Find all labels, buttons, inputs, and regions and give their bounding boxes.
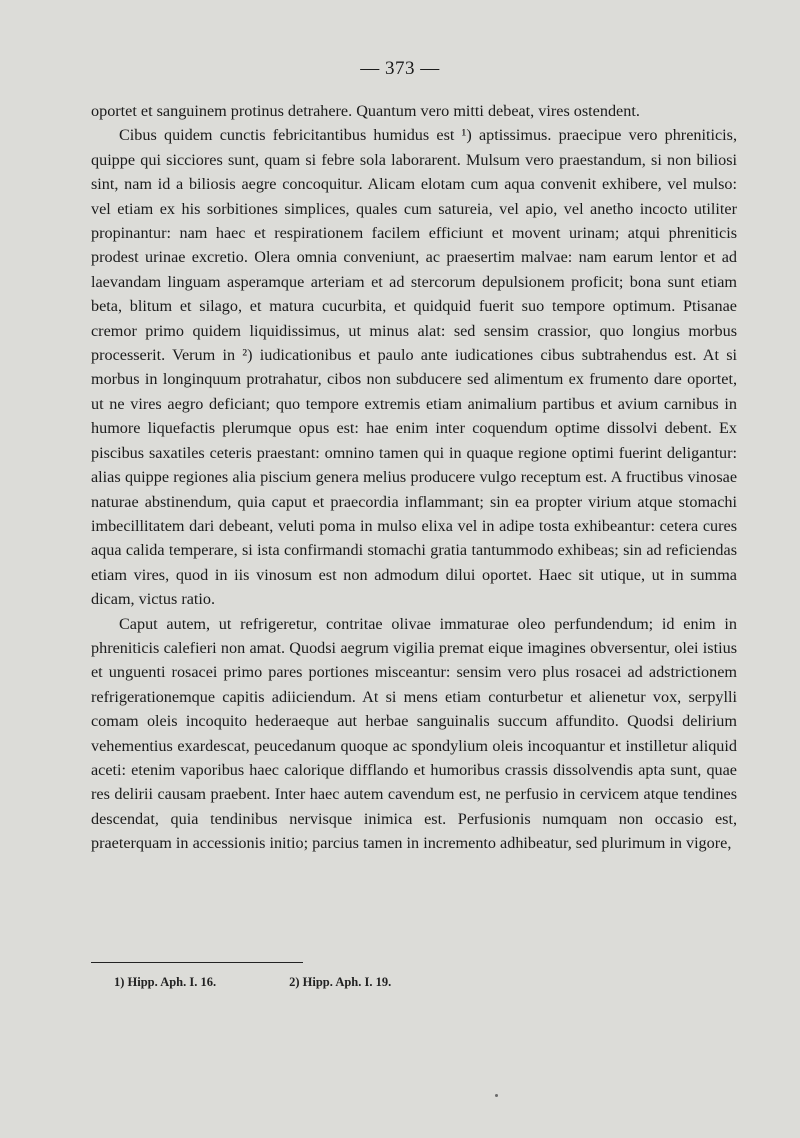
- footnote-1: 1) Hipp. Aph. I. 16.: [114, 975, 217, 989]
- paragraph-continuation: oportet et sanguinem protinus detrahere. Quantum vero mitti debeat, vires ostendent.: [91, 102, 640, 120]
- footnote-2: 2) Hipp. Aph. I. 19.: [289, 975, 392, 989]
- body-text: [91, 99, 737, 856]
- paragraph-head-treatment: Caput autem, ut refrigeretur, contritae olivae immaturae oleo perfundendum; id enim in phreniticis calefieri non amat. Quodsi aegrum vigilia premat eique imagines obversentur, olei istius et unguenti rosacei primo pares portiones misceantur: sensim vero plus rosacei ad adstrictionem refrigerationemque capitis adiiciendum. At si mens etiam conturbetur et alienetur vox, serpylli comam oleis incoquito hederaeque aut herbae sanguinalis succum affundito. Quodsi delirium vehementius exardescat, peucedanum quoque ac spondylium oleis incoquantur et instilletur aliquid aceti: etenim vaporibus haec calorique difflando et humoribus crassis dissolvendis apta sunt, quae res delirii causam praebent. Inter haec autem cavendum est, ne perfusio in cervicem atque tendines descendat, quia tendinibus nervisque inimica est. Perfusionis numquam non occasio est, praeterquam in accessionis initio; parcius tamen in incremento adhibeatur, sed plurimum in vigore,: [91, 614, 737, 853]
- footnotes: [114, 975, 391, 990]
- footnote-divider: [91, 962, 303, 963]
- paper-speck: [495, 1094, 498, 1097]
- page-number: — 373 —: [360, 58, 440, 79]
- paragraph-diet: Cibus quidem cunctis febricitantibus humidus est ¹) aptissimus. praecipue vero phreniticis, quippe qui sicciores sunt, quam si febre sola laborarent. Mulsum vero praestandum, si non biliosi sint, nam id a biliosis aegre concoquitur. Alicam elotam cum aqua convenit exhibere, vel mulso: vel etiam ex his sorbitiones simplices, quales cum satureia, vel apio, vel anetho incocto utiliter propinantur: nam haec et respirationem facilem efficiunt et movent urinam; atqui phreniticis prodest urinae excretio. Olera omnia conveniunt, ac praesertim malvae: nam earum lentor et ad laevandam linguam asperamque arteriam et ad stercorum depulsionem proficit; bona sunt etiam beta, blitum et silago, et matura cucurbita, et quidquid fuerit suo tempore optimum. Ptisanae cremor primo quidem liquidissimus, ut minus alat: sed sensim crassior, quo longius morbus processerit. Verum in ²) iudicationibus et paulo ante iudicationes cibus subtrahendus est. At si morbus in longinquum protrahatur, cibos non subducere sed alimentum ex frumento dare oportet, ut ne vires aegro deficiant; quo tempore extremis etiam animalium partibus et avium carnibus in humore liquefactis plerumque opus est: hae enim inter coquendum optime dissolvi debent. Ex piscibus saxatiles ceteris praestant: omnino tamen qui in quaque regione optimi fuerint deligantur: alias quippe regiones alia piscium genera melius producere vulgo receptum est. A fructibus vinosae naturae abstinendum, quia caput et praecordia inflammant; sin ea propter virium atque stomachi imbecillitatem dari debeant, veluti poma in mulso elixa vel in adipe tosta exhibeantur: cetera cures aqua calida temperare, si ista confirmandi stomachi gratia tantummodo exhibeas; sin ad reficiendas etiam vires, quod in iis vinosum est non admodum dilui oportet. Haec sit utique, ut in summa dicam, victus ratio.: [91, 126, 737, 609]
